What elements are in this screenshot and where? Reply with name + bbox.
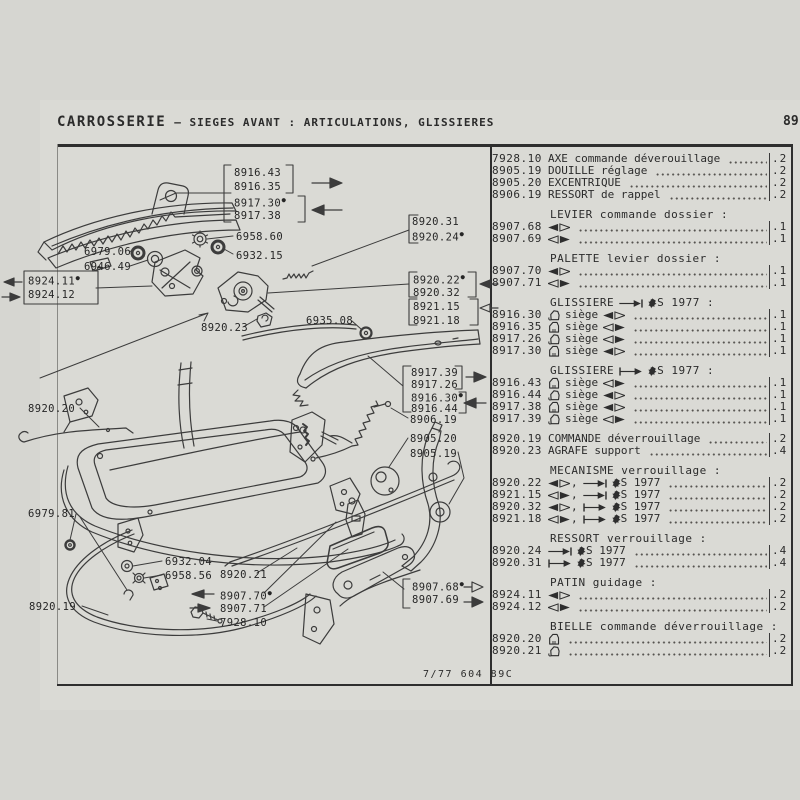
page-number: 89: [783, 114, 799, 129]
page-title: CARROSSERIE: [57, 114, 167, 130]
part-label: 8916.30●: [411, 391, 464, 405]
part-reference: 8917.26: [492, 332, 542, 345]
dotted-leader: [655, 166, 767, 176]
parts-list: [492, 148, 792, 680]
parts-section: [492, 621, 792, 657]
part-label: 8905.20: [410, 433, 458, 445]
part-quantity: . 1: [769, 345, 792, 357]
part-description: [548, 389, 769, 401]
from-icon: [619, 367, 643, 376]
part-label: 8920.32: [413, 287, 461, 299]
description-text: siège: [565, 333, 599, 345]
description-text: ,: [571, 501, 578, 513]
part-description: [548, 545, 769, 557]
part-description: [548, 602, 769, 612]
side-left-icon: [548, 503, 570, 512]
part-quantity: . 1: [769, 401, 792, 413]
part-label: 8920.23: [201, 322, 249, 334]
part-description: [548, 345, 769, 357]
description-text: S 1977: [620, 477, 661, 489]
dotted-leader: [633, 414, 767, 424]
part-quantity: . 1: [769, 309, 792, 321]
description-text: S 1977: [620, 501, 661, 513]
description-text: S 1977 :: [657, 364, 715, 377]
variant-mark: ●: [75, 274, 81, 282]
part-row[interactable]: [492, 601, 792, 613]
part-description: [548, 189, 769, 201]
part-description: [548, 321, 769, 333]
part-label: 6935.08: [306, 315, 354, 327]
lion-icon: [612, 478, 621, 489]
dotted-leader: [708, 434, 767, 444]
dotted-leader: [634, 558, 767, 568]
part-quantity: . 2: [769, 601, 792, 613]
part-label: 8907.68●: [412, 580, 465, 594]
description-text: MECANISME verrouillage :: [550, 464, 721, 477]
part-reference: 8920.20: [492, 632, 542, 645]
from-icon: [583, 503, 607, 512]
dotted-leader: [633, 346, 767, 356]
dotted-leader: [568, 634, 767, 644]
part-description: [548, 309, 769, 321]
side-left-icon: [548, 591, 570, 600]
part-description: [548, 266, 769, 276]
dotted-leader: [728, 154, 767, 164]
table-bottom-border: [57, 684, 793, 686]
side-right-icon: [548, 603, 570, 612]
parts-section: [492, 153, 792, 201]
part-quantity: . 1: [769, 277, 792, 289]
description-text: siège: [565, 413, 599, 425]
part-row[interactable]: [492, 557, 792, 569]
side-right-icon: [603, 335, 625, 344]
arrow-right-icon: [2, 293, 20, 301]
part-reference: 8921.18: [492, 512, 542, 525]
page-subtitle: – SIEGES AVANT : ARTICULATIONS, GLISSIERES: [174, 116, 495, 129]
description-text: GLISSIERE: [550, 296, 615, 309]
side-left-icon: [548, 479, 570, 488]
variant-mark: ●: [459, 230, 465, 238]
part-description: [548, 445, 769, 457]
part-description: [548, 645, 769, 657]
part-reference: 8917.39: [492, 412, 542, 425]
part-row[interactable]: [492, 445, 792, 457]
lion-icon: [577, 546, 586, 557]
seat-hook-icon: [548, 309, 560, 321]
description-text: siège: [565, 389, 599, 401]
dotted-leader: [633, 322, 767, 332]
part-description: [548, 633, 769, 645]
part-row[interactable]: [492, 413, 792, 425]
lion-icon: [612, 502, 621, 513]
part-label: 7928.10: [220, 617, 268, 629]
description-text: ,: [571, 513, 578, 525]
part-description: [548, 401, 769, 413]
part-quantity: . 2: [769, 489, 792, 501]
part-quantity: . 2: [769, 477, 792, 489]
part-row[interactable]: [492, 645, 792, 657]
dotted-leader: [578, 234, 767, 244]
part-label: 8907.69: [412, 594, 460, 606]
dotted-leader: [578, 222, 767, 232]
seat-door-icon: [548, 401, 560, 413]
part-label: 6979.81: [28, 508, 76, 520]
parts-section: [492, 253, 792, 289]
description-text: siège: [565, 401, 599, 413]
arrow-left-icon: [4, 278, 22, 286]
dotted-leader: [633, 310, 767, 320]
part-label: 8920.22●: [413, 273, 466, 287]
part-quantity: . 2: [769, 189, 792, 201]
parts-section: [492, 577, 792, 613]
side-right-icon: [603, 415, 625, 424]
part-label: 8920.19: [29, 601, 77, 613]
side-right-icon: [548, 279, 570, 288]
until-icon: [619, 299, 643, 308]
part-label: 8916.35: [234, 181, 282, 193]
part-quantity: . 4: [769, 545, 792, 557]
part-quantity: . 1: [769, 413, 792, 425]
dotted-leader: [634, 546, 767, 556]
part-quantity: . 4: [769, 557, 792, 569]
side-right-icon: [603, 379, 625, 388]
lion-icon: [612, 490, 621, 501]
part-row[interactable]: [492, 513, 792, 525]
part-quantity: . 1: [769, 333, 792, 345]
part-description: [548, 333, 769, 345]
part-reference: 7928.10: [492, 152, 542, 165]
description-text: RESSORT verrouillage :: [550, 532, 707, 545]
page-header: [57, 114, 794, 130]
part-reference: 8907.70: [492, 264, 542, 277]
table-top-border: [57, 144, 793, 147]
part-reference: 8907.71: [492, 276, 542, 289]
part-quantity: . 1: [769, 233, 792, 245]
part-quantity: . 4: [769, 445, 792, 457]
part-label: 6958.60: [236, 231, 284, 243]
seat-door-icon: [548, 321, 560, 333]
seat-door-icon: [548, 377, 560, 389]
variant-mark: ●: [460, 273, 466, 281]
part-label: 8917.39: [411, 367, 459, 379]
part-quantity: . 1: [769, 377, 792, 389]
part-reference: 8920.22: [492, 476, 542, 489]
part-description: [548, 177, 769, 189]
part-reference: 8917.30: [492, 344, 542, 357]
description-text: siège: [565, 377, 599, 389]
description-text: DOUILLE réglage: [548, 165, 648, 177]
seat-hook-icon: [548, 413, 560, 425]
part-quantity: . 2: [769, 633, 792, 645]
dotted-leader: [668, 490, 767, 500]
seat-hook-icon: [548, 389, 560, 401]
part-row[interactable]: [492, 345, 792, 357]
description-text: EXCENTRIQUE: [548, 177, 621, 189]
side-left-icon: [548, 267, 570, 276]
until-icon: [583, 479, 607, 488]
dotted-leader: [633, 334, 767, 344]
until-icon: [583, 491, 607, 500]
description-text: siège: [565, 309, 599, 321]
side-right-icon: [603, 323, 625, 332]
part-quantity: . 2: [769, 513, 792, 525]
dotted-leader: [633, 390, 767, 400]
part-quantity: . 1: [769, 389, 792, 401]
dotted-leader: [633, 402, 767, 412]
part-reference: 8916.30: [492, 308, 542, 321]
description-text: S 1977: [586, 545, 626, 557]
footer-reference: 7/77 604 89C: [423, 669, 514, 680]
part-label: 8907.71: [220, 603, 268, 615]
part-label: 8921.18: [413, 315, 461, 327]
description-text: PATIN guidage :: [550, 576, 657, 589]
part-quantity: . 2: [769, 589, 792, 601]
part-quantity: . 2: [769, 153, 792, 165]
description-text: ,: [571, 489, 578, 501]
description-text: RESSORT de rappel: [548, 189, 661, 201]
part-label: 8917.30●: [234, 196, 287, 210]
part-description: [548, 413, 769, 425]
part-reference: 8921.15: [492, 488, 542, 501]
part-quantity: . 1: [769, 221, 792, 233]
lion-icon: [612, 514, 621, 525]
part-description: [548, 433, 769, 445]
side-left-icon: [603, 311, 625, 320]
part-quantity: . 1: [769, 321, 792, 333]
parts-section: [492, 297, 792, 357]
seat-hook-icon: [548, 645, 560, 657]
description-text: siège: [565, 345, 599, 357]
side-left-icon: [548, 223, 570, 232]
dotted-leader: [669, 190, 767, 200]
part-description: [548, 513, 769, 525]
parts-section: [492, 433, 792, 457]
dotted-leader: [633, 378, 767, 388]
part-label: 8920.21: [220, 569, 268, 581]
part-label: 8905.19: [410, 448, 458, 460]
seat-door-icon: [548, 633, 560, 645]
dotted-leader: [578, 266, 767, 276]
part-label: 6946.49: [84, 261, 132, 273]
part-reference: 8920.23: [492, 444, 542, 457]
part-reference: 8917.38: [492, 400, 542, 413]
variant-mark: ●: [281, 196, 287, 204]
part-label: 8917.26: [411, 379, 459, 391]
parts-section: [492, 209, 792, 245]
part-reference: 8907.69: [492, 232, 542, 245]
part-quantity: . 2: [769, 165, 792, 177]
seat-door-icon: [548, 345, 560, 357]
part-description: [548, 477, 769, 489]
part-reference: 8916.44: [492, 388, 542, 401]
part-label: 8924.11●: [28, 274, 81, 288]
part-reference: 8920.31: [492, 556, 542, 569]
dotted-leader: [649, 446, 767, 456]
dotted-leader: [668, 514, 767, 524]
part-reference: 8916.43: [492, 376, 542, 389]
parts-section: [492, 533, 792, 569]
part-label: 6932.04: [165, 556, 213, 568]
until-icon: [548, 547, 572, 556]
description-text: GLISSIERE: [550, 364, 615, 377]
part-quantity: . 2: [769, 645, 792, 657]
description-text: S 1977: [620, 489, 661, 501]
part-label: 8921.15: [413, 301, 461, 313]
part-row[interactable]: [492, 277, 792, 289]
part-label: 8916.43: [234, 167, 282, 179]
part-quantity: . 2: [769, 433, 792, 445]
part-reference: 8906.19: [492, 188, 542, 201]
part-label: 8916.44: [411, 403, 459, 415]
part-reference: 8907.68: [492, 220, 542, 233]
description-text: S 1977: [620, 513, 661, 525]
lion-icon: [577, 558, 586, 569]
description-text: siège: [565, 321, 599, 333]
part-reference: 8916.35: [492, 320, 542, 333]
side-right-icon: [548, 491, 570, 500]
part-quantity: . 2: [769, 501, 792, 513]
part-description: [548, 153, 769, 165]
description-text: PALETTE levier dossier :: [550, 252, 721, 265]
from-icon: [583, 515, 607, 524]
description-text: LEVIER commande dossier :: [550, 208, 729, 221]
part-label: 8917.38: [234, 210, 282, 222]
part-reference: 8920.21: [492, 644, 542, 657]
part-label: 8907.70●: [220, 589, 273, 603]
description-text: AXE commande déverouillage: [548, 153, 721, 165]
part-reference: 8920.24: [492, 544, 542, 557]
description-text: BIELLE commande déverrouillage :: [550, 620, 778, 633]
dotted-leader: [629, 178, 767, 188]
description-text: S 1977: [586, 557, 626, 569]
part-row[interactable]: [492, 233, 792, 245]
part-row[interactable]: [492, 189, 792, 201]
part-reference: 8905.19: [492, 164, 542, 177]
side-left-icon: [603, 391, 625, 400]
description-text: COMMANDE déverrouillage: [548, 433, 701, 445]
part-label: 8920.31: [412, 216, 460, 228]
part-label: 8906.19: [410, 414, 458, 426]
part-label: 6979.06: [84, 246, 132, 258]
part-description: [548, 590, 769, 600]
part-label: 8924.12: [28, 289, 76, 301]
part-description: [548, 278, 769, 288]
variant-mark: ●: [267, 589, 273, 597]
dotted-leader: [578, 602, 767, 612]
part-label: 8920.24●: [412, 230, 465, 244]
side-left-icon: [603, 347, 625, 356]
dotted-leader: [668, 478, 767, 488]
part-reference: 8924.12: [492, 600, 542, 613]
part-reference: 8905.20: [492, 176, 542, 189]
seat-hook-icon: [548, 333, 560, 345]
side-right-icon: [548, 235, 570, 244]
part-reference: 8924.11: [492, 588, 542, 601]
part-quantity: . 1: [769, 265, 792, 277]
part-description: [548, 489, 769, 501]
from-icon: [548, 559, 572, 568]
description-text: ,: [571, 477, 578, 489]
description-text: S 1977 :: [657, 296, 715, 309]
part-description: [548, 377, 769, 389]
part-label: 8920.20: [28, 403, 76, 415]
dotted-leader: [668, 502, 767, 512]
lion-icon: [648, 366, 657, 377]
parts-section: [492, 365, 792, 425]
dotted-leader: [578, 590, 767, 600]
description-text: AGRAFE support: [548, 445, 641, 457]
part-quantity: . 2: [769, 177, 792, 189]
part-description: [548, 165, 769, 177]
side-left-icon: [603, 403, 625, 412]
part-description: [548, 234, 769, 244]
dotted-leader: [568, 646, 767, 656]
part-reference: 8920.19: [492, 432, 542, 445]
variant-mark: ●: [459, 580, 465, 588]
variant-mark: ●: [458, 391, 464, 399]
parts-section: [492, 465, 792, 525]
side-right-icon: [548, 515, 570, 524]
part-description: [548, 501, 769, 513]
part-description: [548, 557, 769, 569]
part-reference: 8920.32: [492, 500, 542, 513]
part-label: 6932.15: [236, 250, 284, 262]
part-label: 6958.56: [165, 570, 213, 582]
dotted-leader: [578, 278, 767, 288]
part-description: [548, 222, 769, 232]
lion-icon: [648, 298, 657, 309]
